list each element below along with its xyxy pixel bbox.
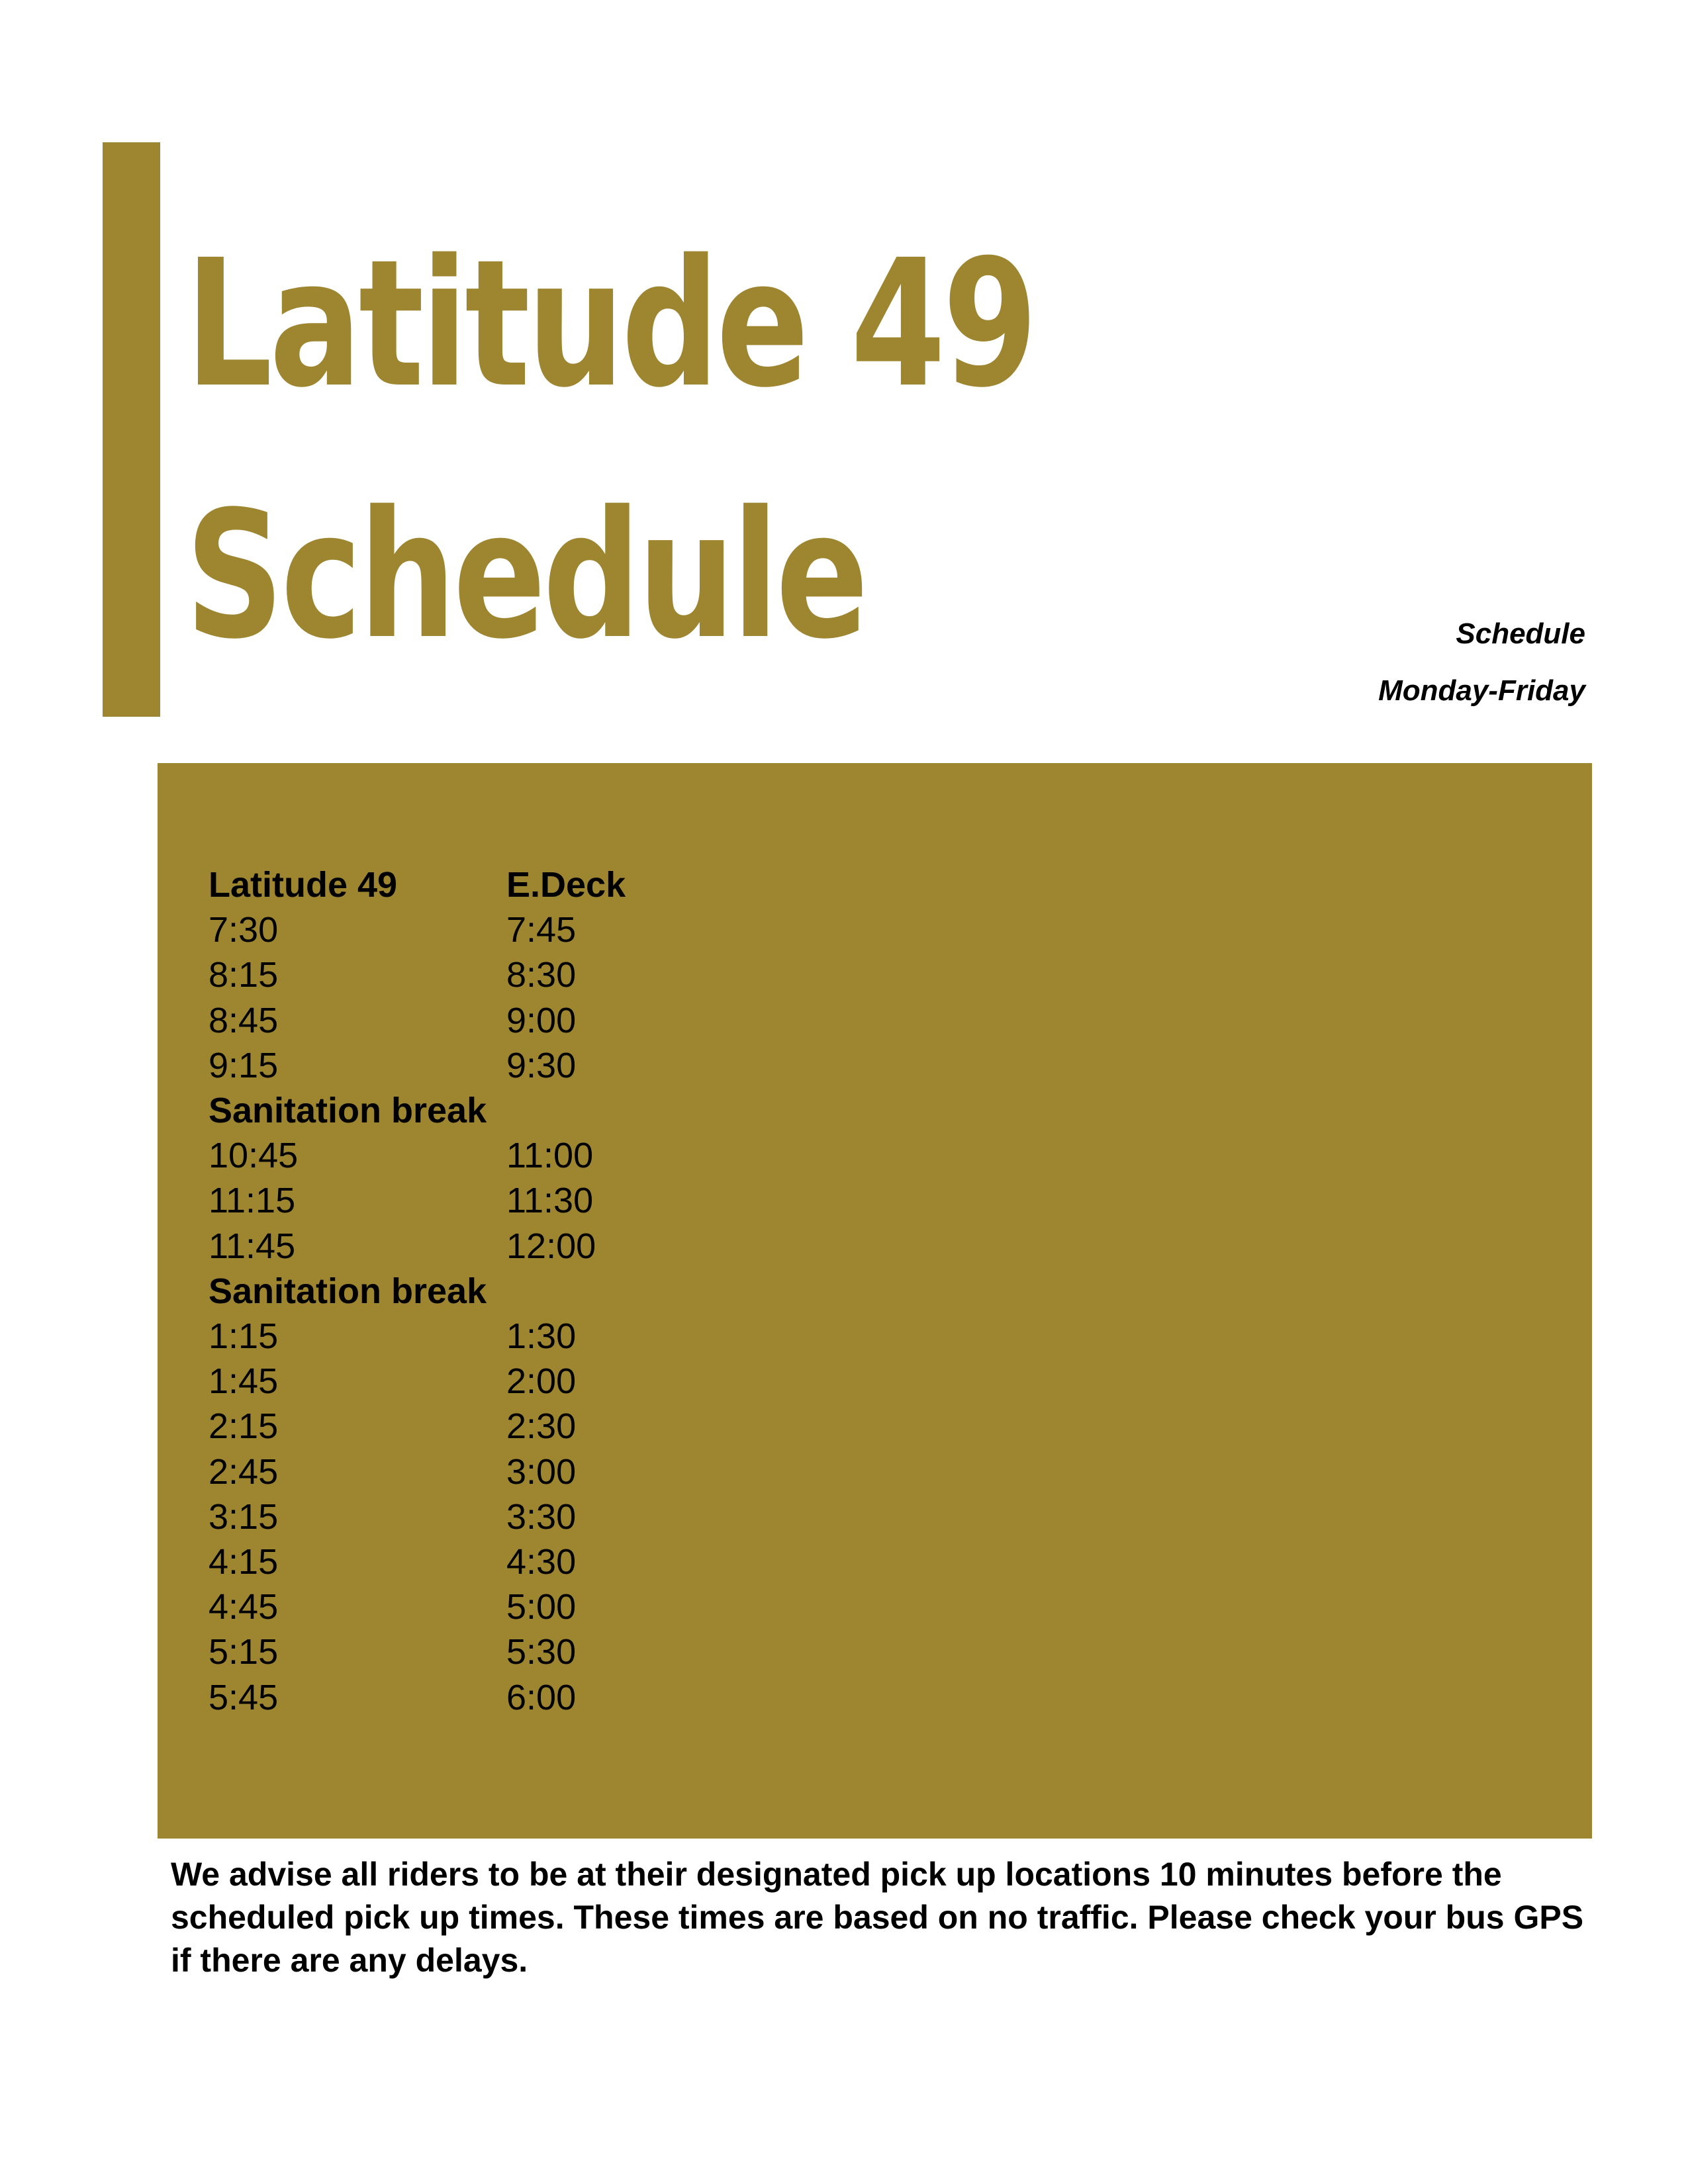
- latitude-49-departure-time: 11:45: [209, 1226, 296, 1266]
- schedule-table: [209, 862, 626, 1720]
- latitude-49-departure-time: 7:30: [209, 910, 279, 950]
- schedule-row: [209, 1539, 626, 1584]
- sanitation-break-row: [209, 1088, 626, 1133]
- schedule-row: [209, 907, 626, 952]
- latitude-49-departure-time: 1:15: [209, 1316, 279, 1357]
- latitude-49-departure-time: 4:15: [209, 1542, 279, 1582]
- latitude-49-departure-time: 4:45: [209, 1587, 279, 1627]
- latitude-49-departure-time: 5:15: [209, 1632, 279, 1672]
- schedule-row: [209, 1359, 626, 1404]
- e-deck-arrival-time: 8:30: [506, 955, 577, 995]
- latitude-49-departure-time: 3:15: [209, 1496, 279, 1537]
- schedule-header-row: [209, 862, 626, 907]
- latitude-49-departure-time: 5:45: [209, 1677, 279, 1717]
- subtitle-days: Monday-Friday: [1378, 674, 1585, 707]
- e-deck-arrival-time: 1:30: [506, 1316, 577, 1357]
- column-header-e-deck: E.Deck: [506, 865, 626, 905]
- e-deck-arrival-time: 2:30: [506, 1406, 577, 1447]
- rider-notice: We advise all riders to be at their designated pick up locations 10 minutes before the scheduled pick up times. These times are based on no traffic. Please check your bus GPS if there are any delays.: [171, 1856, 1584, 1979]
- schedule-row: [209, 1494, 626, 1539]
- e-deck-arrival-time: 2:00: [506, 1361, 577, 1402]
- e-deck-arrival-time: 4:30: [506, 1542, 577, 1582]
- e-deck-arrival-time: 12:00: [506, 1226, 596, 1266]
- latitude-49-departure-time: 10:45: [209, 1136, 299, 1176]
- sanitation-break-row: [209, 1269, 626, 1314]
- schedule-row: [209, 1449, 626, 1494]
- schedule-row: [209, 1314, 626, 1359]
- e-deck-arrival-time: 5:00: [506, 1587, 577, 1627]
- sanitation-break-label: Sanitation break: [209, 1091, 487, 1131]
- latitude-49-departure-time: 8:15: [209, 955, 279, 995]
- title-accent-bar: [103, 142, 160, 717]
- e-deck-arrival-time: 11:00: [506, 1136, 594, 1176]
- e-deck-arrival-time: 3:00: [506, 1451, 577, 1492]
- sanitation-break-label: Sanitation break: [209, 1271, 487, 1311]
- latitude-49-departure-time: 1:45: [209, 1361, 279, 1402]
- title-line-2: Schedule: [185, 474, 866, 678]
- schedule-row: [209, 1133, 626, 1178]
- latitude-49-departure-time: 8:45: [209, 1000, 279, 1040]
- e-deck-arrival-time: 9:30: [506, 1045, 577, 1085]
- schedule-row: [209, 998, 626, 1043]
- latitude-49-departure-time: 2:45: [209, 1451, 279, 1492]
- schedule-row: [209, 952, 626, 997]
- title-line-1: Latitude 49: [185, 222, 1035, 426]
- page-title: [185, 199, 1035, 702]
- latitude-49-departure-time: 2:15: [209, 1406, 279, 1447]
- e-deck-arrival-time: 11:30: [506, 1181, 594, 1221]
- e-deck-arrival-time: 9:00: [506, 1000, 577, 1040]
- schedule-subtitle: [1378, 606, 1585, 719]
- schedule-row: [209, 1178, 626, 1223]
- e-deck-arrival-time: 3:30: [506, 1496, 577, 1537]
- schedule-row: [209, 1043, 626, 1088]
- schedule-row: [209, 1404, 626, 1449]
- e-deck-arrival-time: 7:45: [506, 910, 577, 950]
- latitude-49-departure-time: 11:15: [209, 1181, 296, 1221]
- schedule-table-body: [209, 862, 626, 1720]
- subtitle-line-1: Schedule: [1456, 617, 1585, 650]
- schedule-row: [209, 1629, 626, 1674]
- e-deck-arrival-time: 6:00: [506, 1677, 577, 1717]
- schedule-row: [209, 1675, 626, 1720]
- e-deck-arrival-time: 5:30: [506, 1632, 577, 1672]
- schedule-row: [209, 1584, 626, 1629]
- column-header-latitude-49: Latitude 49: [209, 865, 398, 905]
- schedule-row: [209, 1224, 626, 1269]
- schedule-panel: [158, 763, 1592, 1839]
- latitude-49-departure-time: 9:15: [209, 1045, 279, 1085]
